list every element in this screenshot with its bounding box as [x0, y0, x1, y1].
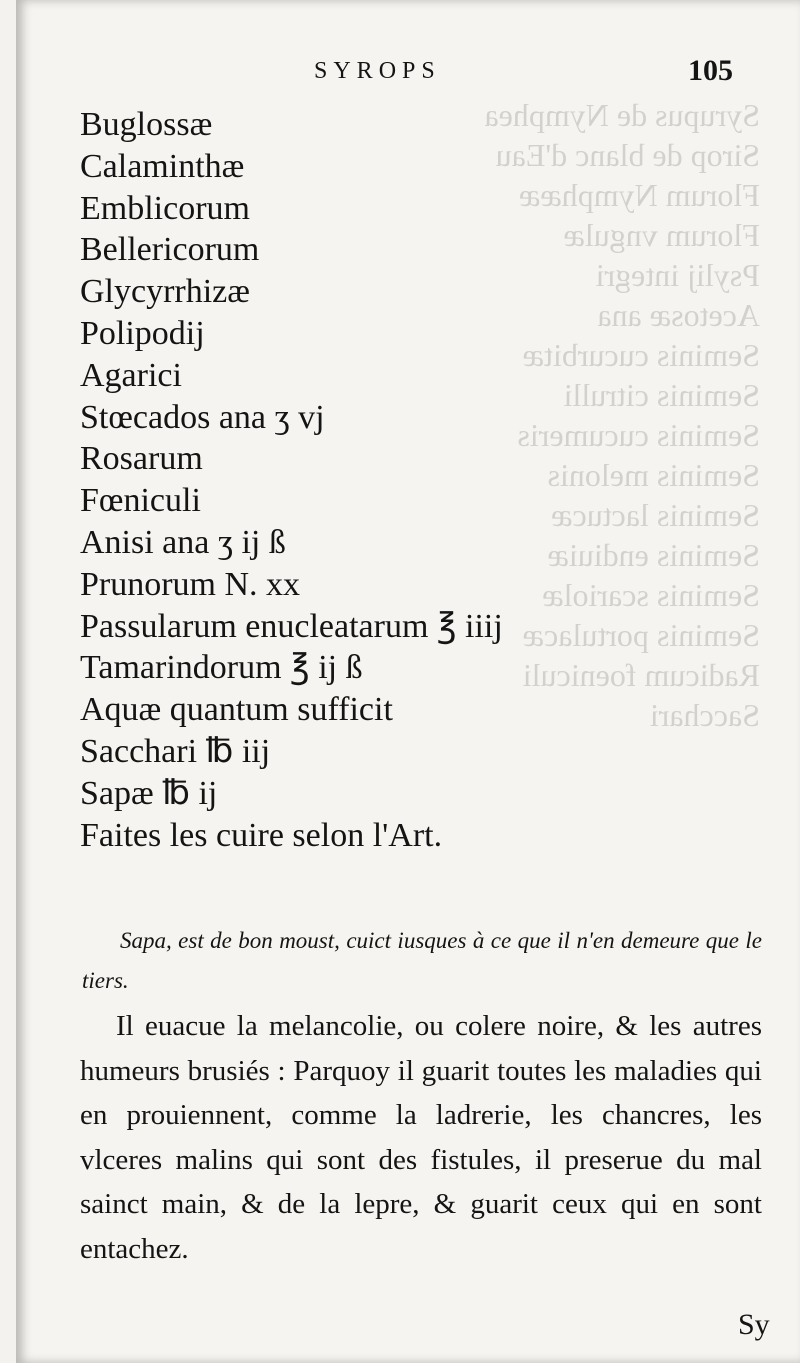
recipe-line: Bellericorum	[80, 231, 260, 269]
recipe-line: Sacchari ℔ iij	[80, 732, 271, 770]
recipe-line: Passularum enucleatarum ℥ iiij	[80, 607, 503, 645]
catchword: Sy	[738, 1308, 770, 1341]
page-number: 105	[688, 54, 733, 87]
recipe-line: Aquæ quantum sufficit	[80, 691, 393, 729]
recipe-line: Sapæ ℔ ij	[80, 774, 218, 812]
book-page	[16, 0, 800, 1363]
recipe-line: Buglossæ	[80, 106, 213, 143]
recipe-line: Polipodij	[80, 314, 205, 352]
recipe-line: Rosarum	[80, 440, 203, 478]
recipe-line: Tamarindorum ℥ ij ß	[80, 649, 363, 687]
recipe-line: Stœcados ana ʒ vj	[80, 398, 325, 436]
recipe-line: Anisi ana ʒ ij ß	[80, 523, 286, 561]
recipe-line: Faites les cuire selon l'Art.	[80, 816, 443, 854]
italic-note: Sapa, est de bon moust, cuict iusques à ce que il n'en demeure que le tiers.	[82, 928, 762, 993]
recipe-line: Fœniculi	[80, 482, 201, 520]
recipe-line: Prunorum N. xx	[80, 565, 301, 603]
recipe-line: Glycyrrhizæ	[80, 273, 250, 311]
recipe-ingredient-list	[80, 104, 503, 856]
recipe-line: Emblicorum	[80, 189, 250, 227]
running-head: SYROPS	[314, 58, 441, 84]
show-through-text: Syrupus de Nymphea Sirop de blanc d'Eau Florum Nymphææ Florum vngulæ Psylij integri Acetosæ ana Seminis cucurbitæ Seminis citrulli Seminis cucumeris Seminis melonis Seminis lactucæ Seminis endiuiæ Seminis scariolæ Seminis portulacæ Radicum foeniculi Sacchari	[484, 97, 760, 733]
recipe-line: Calaminthæ	[80, 147, 245, 185]
body-paragraph: Il euacue la melancolie, ou colere noire, & les autres humeurs brusiés : Parquoy il guarit toutes les maladies qui en prouiennent, comme la ladrerie, les chancres, les vlceres malins qui sont des fistules, il preserue du mal sainct main, & de la lepre, & guarit ceux qui en sont entachez.	[80, 1010, 762, 1265]
recipe-line: Agarici	[80, 356, 182, 394]
